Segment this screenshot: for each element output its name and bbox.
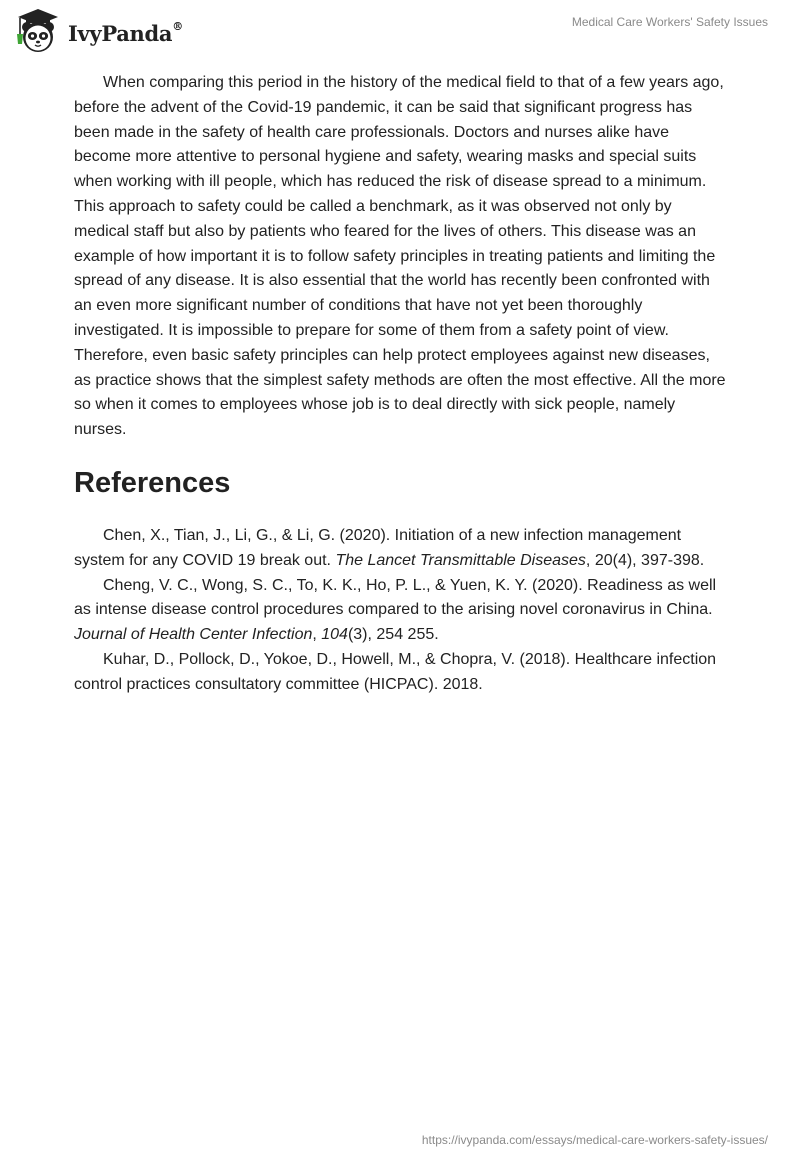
reference-item: Cheng, V. C., Wong, S. C., To, K. K., Ho, P. L., & Yuen, K. Y. (2020). Readiness as well as intense disease control procedures compared to the arising novel coronavirus in China. Journal of Health Center Infection, 104(3), 254 255. xyxy=(74,576,717,644)
body-paragraph: When comparing this period in the history of the medical field to that of a few years ago, before the advent of the Covid-19 pandemic, it can be said that significant progress has been made in the safety of health care professionals. Doctors and nurses alike have become more attentive to personal hygiene and safety, wearing masks and special suits when working with ill people, which has reduced the risk of disease spread to a minimum. This approach to safety could be called a benchmark, as it was observed not only by medical staff but also by patients who feared for the lives of others. This disease was an example of how important it is to follow safety principles in treating patients and limiting the spread of any disease. It is also essential that the world has recently been confronted with an even more significant number of conditions that have not yet been thoroughly investigated. It is impossible to prepare for some of them from a safety point of view. Therefore, even basic safety principles can help protect employees against new diseases, as practice shows that the simplest safety methods are often the most effective. All the more so when it comes to employees whose job is to deal directly with sick people, namely nurses. xyxy=(74,74,726,439)
page-header xyxy=(0,0,800,64)
reference-volume: 104 xyxy=(321,626,348,644)
document-content xyxy=(74,71,728,698)
reference-item: Chen, X., Tian, J., Li, G., & Li, G. (2020). Initiation of a new infection management system for any COVID 19 break out. The Lancet Transmittable Diseases, 20(4), 397-398. xyxy=(74,526,705,569)
reference-item: Kuhar, D., Pollock, D., Yokoe, D., Howell, M., & Chopra, V. (2018). Healthcare infection control practices consultatory committee (HICPAC). 2018. xyxy=(74,650,717,693)
reference-list xyxy=(74,524,728,698)
reference-journal: The Lancet Transmittable Diseases xyxy=(335,551,586,569)
brand-logo[interactable] xyxy=(14,8,183,56)
footer-url[interactable]: https://ivypanda.com/essays/medical-care-workers-safety-issues/ xyxy=(421,1133,768,1147)
brand-name: IvyPanda® xyxy=(68,19,183,46)
running-title: Medical Care Workers' Safety Issues xyxy=(571,15,768,29)
panda-graduate-logo-icon xyxy=(14,8,62,56)
reference-journal: Journal of Health Center Infection xyxy=(74,626,313,644)
references-heading: References xyxy=(74,466,231,499)
